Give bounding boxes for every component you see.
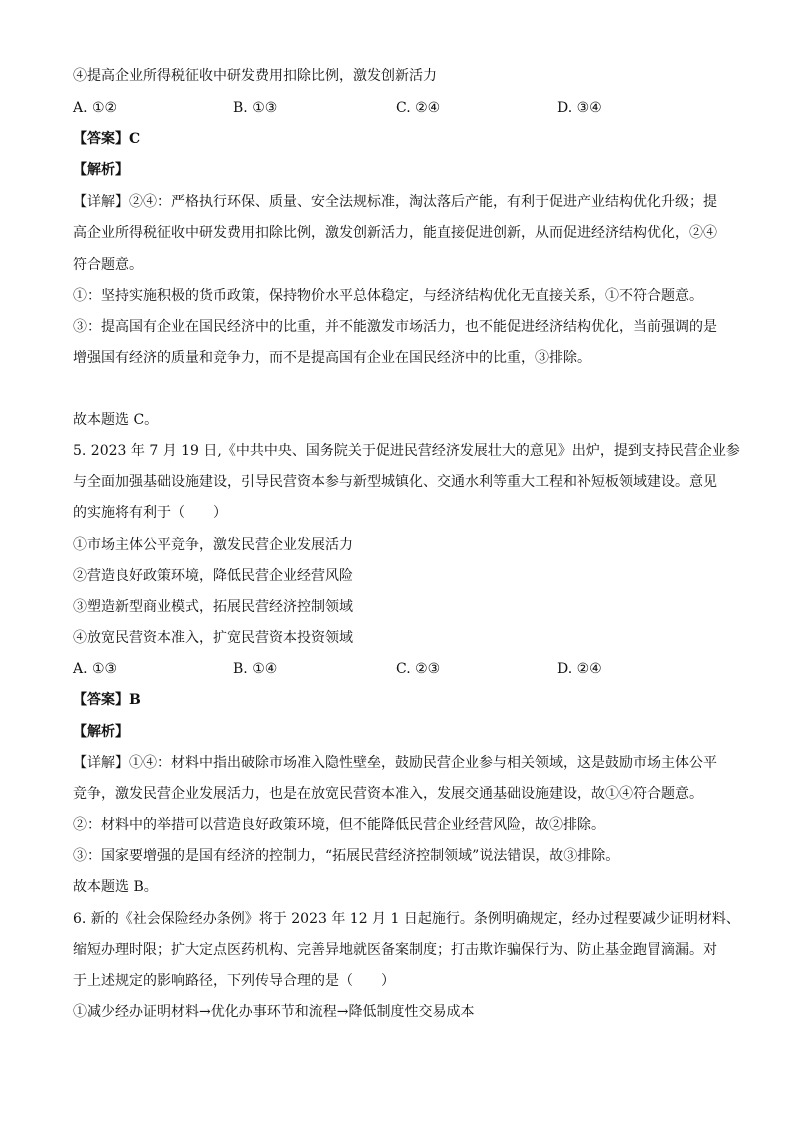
q5-stem-line: 的实施将有利于（ ） (73, 505, 227, 521)
q6-stem-line: 缩短办理时限；扩大定点医药机构、完善异地就医备案制度；打击欺诈骗保行为、防止基金跑冒滴漏。对 (73, 942, 717, 958)
q5-stem-line: 5. 2023 年 7 月 19 日,《中共中央、国务院关于促进民营经济发展壮大的意见》出炉，提到支持民营企业参 (73, 443, 740, 459)
q4-detail-line: 【详解】②④：严格执行环保、质量、安全法规标准，淘汰落后产能，有利于促进产业结构优化升级；提 (73, 194, 717, 210)
q4-choice-c: C. ②④ (396, 100, 441, 116)
q5-detail-line: ②：材料中的举措可以营造良好政策环境，但不能降低民营企业经营风险，故②排除。 (73, 817, 605, 833)
q5-option-4: ④放宽民营资本准入，扩宽民营资本投资领域 (73, 630, 353, 646)
q5-option-1: ①市场主体公平竞争，激发民营企业发展活力 (73, 537, 353, 553)
q5-choice-c: C. ②③ (396, 661, 441, 677)
q4-choice-a: A. ①② (73, 100, 118, 116)
q4-detail-line: ③：提高国有企业在国民经济中的比重，并不能激发市场活力，也不能促进经济结构优化，当前强调的是 (73, 319, 717, 335)
q5-detail-line: 【详解】①④：材料中指出破除市场准入隐性壁垒，鼓励民营企业参与相关领域，这是鼓励市场主体公平 (73, 755, 717, 771)
q5-detail-line: 竞争，激发民营企业发展活力，也是在放宽民营资本准入，发展交通基础设施建设，故①④符合题意。 (73, 786, 703, 802)
q4-detail-line: 高企业所得税征收中研发费用扣除比例，激发创新活力，能直接促进创新，从而促进经济结构优化，②④ (73, 225, 717, 241)
q4-choice-b: B. ①③ (233, 100, 278, 116)
q5-stem-line: 与全面加强基础设施建设，引导民营资本参与新型城镇化、交通水利等重大工程和补短板领域建设。意见 (73, 474, 717, 490)
q4-conclusion: 故本题选 C。 (73, 412, 159, 428)
q6-stem-line: 于上述规定的影响路径，下列传导合理的是（ ） (73, 973, 395, 989)
q5-analysis-heading: 【解析】 (73, 724, 129, 740)
q4-detail-line: 符合题意。 (73, 257, 143, 273)
q4-answer: 【答案】C (73, 131, 141, 147)
q4-choice-d: D. ③④ (557, 100, 602, 116)
q5-choice-a: A. ①③ (73, 661, 118, 677)
q5-answer: 【答案】B (73, 692, 141, 708)
q4-option-4: ④提高企业所得税征收中研发费用扣除比例，激发创新活力 (73, 68, 437, 84)
q5-option-3: ③塑造新型商业模式，拓展民营经济控制领域 (73, 599, 353, 615)
q5-choice-d: D. ②④ (557, 661, 602, 677)
q5-conclusion: 故本题选 B。 (73, 879, 158, 895)
q5-option-2: ②营造良好政策环境，降低民营企业经营风险 (73, 568, 353, 584)
q4-analysis-heading: 【解析】 (73, 162, 129, 178)
q4-detail-line: ①：坚持实施积极的货币政策，保持物价水平总体稳定，与经济结构优化无直接关系，①不符合题意。 (73, 288, 703, 304)
q5-detail-line: ③：国家要增强的是国有经济的控制力，“拓展民营经济控制领域”说法错误，故③排除。 (73, 848, 620, 864)
q4-detail-line: 增强国有经济的质量和竞争力，而不是提高国有企业在国民经济中的比重，③排除。 (73, 350, 591, 366)
q5-choice-b: B. ①④ (233, 661, 278, 677)
q6-stem-line: 6. 新的《社会保险经办条例》将于 2023 年 12 月 1 日起施行。条例明确规定，经办过程要减少证明材料、 (73, 911, 740, 927)
q6-option-1: ①减少经办证明材料→优化办事环节和流程→降低制度性交易成本 (73, 1004, 475, 1020)
